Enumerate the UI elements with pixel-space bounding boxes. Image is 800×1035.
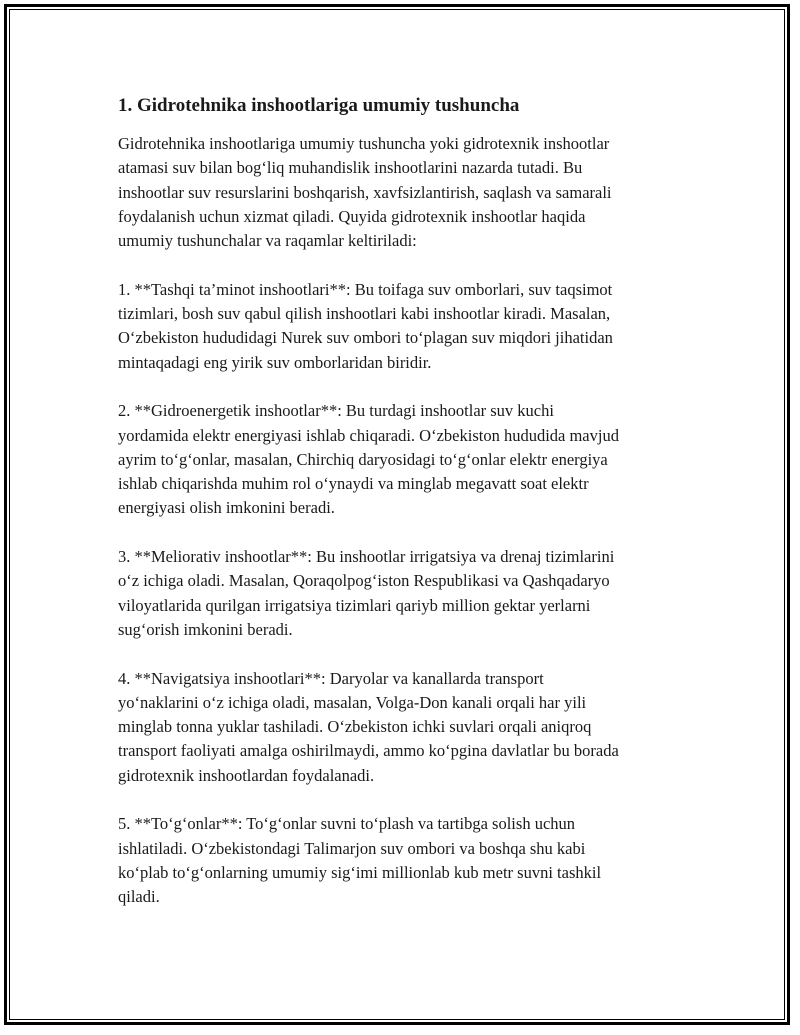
text-line: ishlatiladi. O‘zbekistondagi Talimarjon suv ombori va boshqa shu kabi [118, 838, 586, 858]
text-line: 3. **Meliorativ inshootlar**: Bu inshootlar irrigatsiya va drenaj tizimlarini [118, 547, 615, 567]
text-line: 1. **Tashqi ta’minot inshootlari**: Bu toifaga suv omborlari, suv taqsimot [118, 279, 613, 299]
text-line: Gidrotehnika inshootlariga umumiy tushuncha yoki gidrotexnik inshootlar [118, 134, 610, 153]
text-line: transport faoliyati amalga oshirilmaydi, ammo ko‘pgina davlatlar bu borada [118, 741, 619, 761]
text-line: yo‘naklarini o‘z ichiga oladi, masalan, Volga-Don kanali orqali har yili [118, 692, 587, 712]
paragraph-item-2 [118, 399, 698, 520]
text-line: foydalanish uchun xizmat qiladi. Quyida gidrotexnik inshootlar haqida [118, 206, 586, 226]
text-line: sug‘orish imkonini beradi. [118, 619, 293, 639]
text-line: mintaqadagi eng yirik suv omborlaridan biridir. [118, 352, 432, 372]
text-line: ishlab chiqarishda muhim rol o‘ynaydi va minglab megavatt soat elektr [118, 474, 589, 494]
text-line: 5. **To‘g‘onlar**: To‘g‘onlar suvni to‘plash va tartibga solish uchun [118, 814, 576, 834]
text-line: O‘zbekiston hududidagi Nurek suv ombori to‘plagan suv miqdori jihatidan [118, 328, 613, 348]
text-line: tizimlari, bosh suv qabul qilish inshootlari kabi inshootlar kiradi. Masalan, [118, 304, 611, 324]
text-line: o‘z ichiga oladi. Masalan, Qoraqolpog‘iston Respublikasi va Qashqadaryo [118, 571, 610, 591]
text-line: qiladi. [118, 887, 160, 907]
text-line: gidrotexnik inshootlardan foydalanadi. [118, 765, 375, 785]
text-line: umumiy tushunchalar va raqamlar keltiriladi: [118, 231, 417, 251]
paragraph-item-4 [118, 667, 698, 788]
text-line: 4. **Navigatsiya inshootlari**: Daryolar va kanallarda transport [118, 668, 544, 688]
paragraph-item-1 [118, 278, 698, 375]
text-line: minglab tonna yuklar tashiladi. O‘zbekiston ichki suvlari orqali aniqroq [118, 717, 592, 737]
text-line: 2. **Gidroenergetik inshootlar**: Bu turdagi inshootlar suv kuchi [118, 401, 554, 421]
text-line: atamasi suv bilan bog‘liq muhandislik inshootlarini nazarda tutadi. Bu [118, 158, 583, 178]
text-line: yordamida elektr energiyasi ishlab chiqaradi. O‘zbekiston hududida mavjud [118, 425, 619, 445]
paragraph-item-5 [118, 812, 698, 909]
document-body [118, 94, 698, 934]
text-line: ko‘plab to‘g‘onlarning umumiy sig‘imi millionlab kub metr suvni tashkil [118, 862, 602, 882]
text-line: ayrim to‘g‘onlar, masalan, Chirchiq daryosidagi to‘g‘onlar elektr energiya [118, 449, 608, 469]
text-line: viloyatlarida qurilgan irrigatsiya tizimlari qariyb million gektar yerlarni [118, 595, 591, 615]
paragraph-item-3 [118, 545, 698, 642]
document-title: 1. Gidrotehnika inshootlariga umumiy tushuncha [118, 95, 520, 116]
paragraph-intro [118, 132, 698, 253]
text-line: inshootlar suv resurslarini boshqarish, xavfsizlantirish, saqlash va samarali [118, 182, 612, 202]
text-line: energiyasi olish imkonini beradi. [118, 498, 335, 518]
